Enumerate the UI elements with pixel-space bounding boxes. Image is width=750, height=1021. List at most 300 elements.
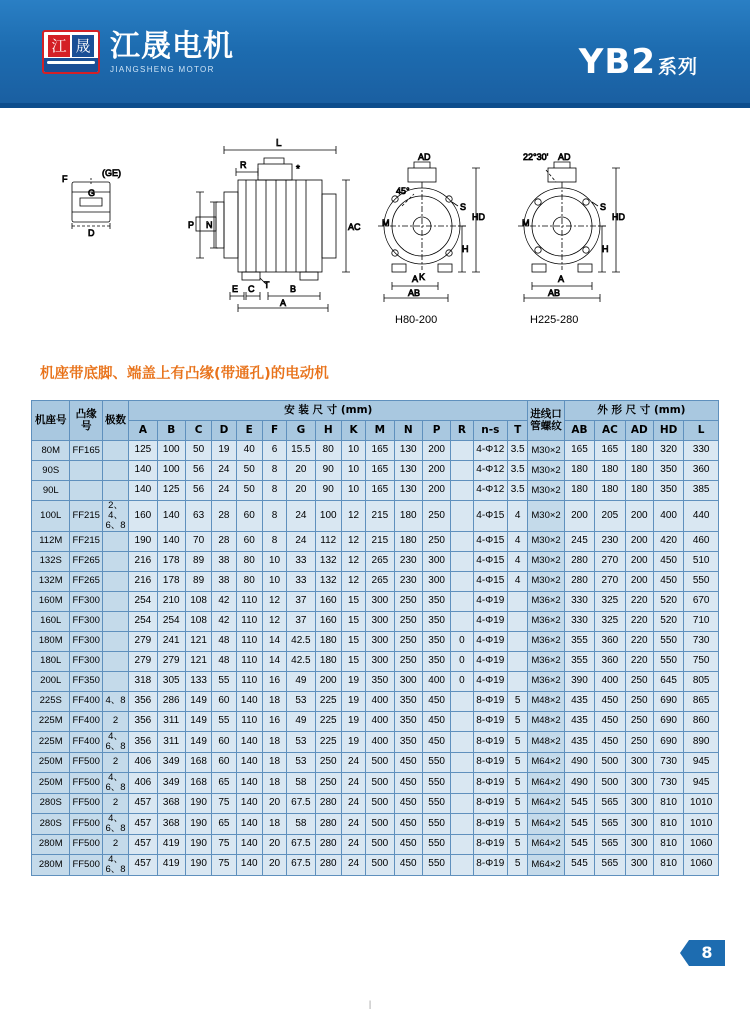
cell-B: 419 [157,834,185,854]
cell-K: 19 [341,711,365,731]
table-row [32,571,719,591]
cell-AD: 220 [625,611,653,631]
spec-table-wrapper [31,400,719,876]
cell-A: 318 [129,671,157,691]
cell-E: 80 [236,551,262,571]
cell-M: 500 [366,854,394,875]
cell-F: 10 [262,551,286,571]
cell-E: 140 [236,731,262,752]
cell-G: 67.5 [287,793,315,813]
cell-G: 49 [287,711,315,731]
svg-text:AD: AD [418,152,431,162]
cell-thread: M36×2 [528,651,564,671]
cell-T: 3.5 [508,461,528,481]
cell-D: 65 [212,813,236,834]
cell-AC: 180 [595,461,625,481]
cell-F: 12 [262,611,286,631]
cell-AD: 300 [625,772,653,793]
cell-E: 110 [236,631,262,651]
cell-flange [70,461,102,481]
cell-G: 20 [287,461,315,481]
cell-flange: FF500 [70,854,102,875]
cell-G: 37 [287,611,315,631]
cell-G: 42.5 [287,631,315,651]
logo-char-red: 江 [48,35,70,57]
cell-K: 12 [341,531,365,551]
cell-G: 33 [287,571,315,591]
cell-AC: 270 [595,571,625,591]
cell-P: 350 [422,631,450,651]
cell-flange: FF500 [70,793,102,813]
cell-D: 24 [212,461,236,481]
cell-K: 24 [341,854,365,875]
cell-poles [102,631,128,651]
cell-N: 230 [394,571,422,591]
cell-T: 5 [508,691,528,711]
cell-M: 300 [366,651,394,671]
cell-P: 200 [422,441,450,461]
cell-poles [102,651,128,671]
cell-T: 5 [508,772,528,793]
cell-T: 4 [508,501,528,532]
cell-AC: 270 [595,551,625,571]
svg-text:A: A [412,274,419,284]
cell-F: 8 [262,531,286,551]
cell-thread: M48×2 [528,691,564,711]
cell-frame: 250M [32,772,70,793]
cell-B: 305 [157,671,185,691]
cell-AD: 300 [625,834,653,854]
cell-H: 280 [315,834,341,854]
svg-text:D: D [88,228,95,238]
svg-text:M: M [382,218,390,228]
table-row [32,671,719,691]
cell-C: 190 [185,813,211,834]
cell-frame: 90S [32,461,70,481]
cell-K: 10 [341,441,365,461]
cell-AB: 390 [564,671,594,691]
cell-L: 890 [684,731,719,752]
cell-flange: FF300 [70,631,102,651]
cell-frame: 280M [32,854,70,875]
cell-P: 450 [422,691,450,711]
logo-char-blue: 晟 [72,35,94,57]
cell-HD: 420 [653,531,683,551]
cell-R: 0 [451,631,473,651]
cell-L: 730 [684,631,719,651]
cell-K: 12 [341,501,365,532]
cell-ns: 8-Φ19 [473,813,507,834]
col-AD: AD [625,421,653,441]
cell-T [508,591,528,611]
svg-text:R: R [240,160,247,170]
cell-AC: 400 [595,671,625,691]
cell-poles: 2 [102,752,128,772]
cell-L: 550 [684,571,719,591]
cell-AB: 180 [564,461,594,481]
cell-E: 110 [236,611,262,631]
cell-H: 160 [315,611,341,631]
cell-F: 16 [262,671,286,691]
cell-B: 140 [157,531,185,551]
svg-text:22°30': 22°30' [523,152,549,162]
table-row [32,611,719,631]
cell-B: 279 [157,651,185,671]
cell-poles [102,531,128,551]
cell-K: 12 [341,551,365,571]
cell-HD: 550 [653,651,683,671]
cell-E: 140 [236,834,262,854]
cell-H: 100 [315,501,341,532]
cell-poles [102,611,128,631]
cell-flange: FF265 [70,571,102,591]
logo-mark-icon [42,30,100,74]
cell-HD: 690 [653,691,683,711]
cell-T: 4 [508,571,528,591]
cell-G: 37 [287,591,315,611]
cell-frame: 132S [32,551,70,571]
cell-poles [102,551,128,571]
cell-H: 280 [315,854,341,875]
cell-R [451,793,473,813]
cell-H: 112 [315,531,341,551]
cell-A: 125 [129,441,157,461]
cell-M: 500 [366,772,394,793]
cell-HD: 690 [653,731,683,752]
cell-T [508,651,528,671]
cell-K: 24 [341,834,365,854]
col-A: A [129,421,157,441]
cell-T: 4 [508,551,528,571]
cell-HD: 730 [653,752,683,772]
cell-R [451,571,473,591]
cell-AB: 180 [564,481,594,501]
cell-AD: 180 [625,441,653,461]
cell-D: 48 [212,651,236,671]
cell-ns: 8-Φ19 [473,772,507,793]
cell-poles: 2 [102,834,128,854]
cell-poles: 2、4、6、8 [102,501,128,532]
col-P: P [422,421,450,441]
cell-H: 180 [315,631,341,651]
cell-HD: 350 [653,481,683,501]
cell-frame: 180L [32,651,70,671]
cell-ns: 8-Φ19 [473,752,507,772]
cell-flange: FF300 [70,651,102,671]
table-row [32,711,719,731]
cell-AD: 300 [625,793,653,813]
cell-AB: 355 [564,631,594,651]
table-row [32,651,719,671]
cell-P: 450 [422,711,450,731]
cell-C: 168 [185,772,211,793]
cell-frame: 280M [32,834,70,854]
cell-AC: 360 [595,631,625,651]
cell-A: 457 [129,834,157,854]
cell-B: 100 [157,441,185,461]
cell-C: 149 [185,691,211,711]
cell-thread: M36×2 [528,591,564,611]
cell-thread: M30×2 [528,551,564,571]
cell-AD: 220 [625,651,653,671]
cell-C: 190 [185,834,211,854]
svg-text:E: E [232,284,239,294]
cell-B: 368 [157,793,185,813]
svg-text:P: P [188,220,195,230]
cell-ns: 4-Φ15 [473,571,507,591]
cell-AC: 565 [595,854,625,875]
cell-frame: 225S [32,691,70,711]
cell-frame: 160M [32,591,70,611]
cell-H: 80 [315,441,341,461]
cell-poles [102,671,128,691]
cell-K: 19 [341,671,365,691]
cell-A: 216 [129,571,157,591]
cell-M: 165 [366,461,394,481]
cell-G: 20 [287,481,315,501]
col-N: N [394,421,422,441]
cell-N: 450 [394,854,422,875]
col-HD: HD [653,421,683,441]
cell-A: 457 [129,813,157,834]
cell-frame: 200L [32,671,70,691]
svg-text:C: C [248,284,255,294]
cell-P: 200 [422,461,450,481]
cell-H: 225 [315,711,341,731]
cell-R [451,813,473,834]
cell-K: 19 [341,731,365,752]
table-row [32,813,719,834]
cell-frame: 160L [32,611,70,631]
cell-L: 510 [684,551,719,571]
cell-P: 450 [422,731,450,752]
cell-AB: 545 [564,854,594,875]
col-B: B [157,421,185,441]
cell-C: 149 [185,711,211,731]
cell-K: 24 [341,752,365,772]
cell-D: 60 [212,752,236,772]
cell-flange: FF165 [70,441,102,461]
cell-N: 350 [394,711,422,731]
cell-L: 710 [684,611,719,631]
cell-A: 254 [129,611,157,631]
cell-AC: 205 [595,501,625,532]
cell-AC: 325 [595,611,625,631]
cell-HD: 450 [653,551,683,571]
cell-T [508,671,528,691]
cell-F: 8 [262,501,286,532]
cell-thread: M30×2 [528,531,564,551]
cell-E: 50 [236,481,262,501]
cell-HD: 520 [653,591,683,611]
cell-E: 140 [236,854,262,875]
svg-text:G: G [88,188,96,198]
cell-AB: 330 [564,591,594,611]
cell-B: 311 [157,731,185,752]
table-row [32,631,719,651]
cell-E: 140 [236,772,262,793]
cell-T: 3.5 [508,441,528,461]
cell-M: 215 [366,531,394,551]
cell-M: 500 [366,834,394,854]
cell-frame: 112M [32,531,70,551]
cell-R [451,591,473,611]
cell-L: 460 [684,531,719,551]
cell-A: 279 [129,631,157,651]
cell-M: 500 [366,752,394,772]
cell-E: 110 [236,591,262,611]
cell-AB: 490 [564,752,594,772]
cell-B: 140 [157,501,185,532]
cell-C: 50 [185,441,211,461]
cell-flange: FF400 [70,691,102,711]
cell-ns: 4-Φ15 [473,501,507,532]
svg-text:A: A [280,298,287,308]
cell-N: 130 [394,481,422,501]
cell-AB: 490 [564,772,594,793]
page-header [0,0,750,108]
cell-T: 5 [508,793,528,813]
svg-text:S: S [460,202,467,212]
table-header-row-1 [32,401,719,421]
cell-G: 53 [287,691,315,711]
cell-thread: M64×2 [528,772,564,793]
cell-N: 250 [394,651,422,671]
cell-L: 440 [684,501,719,532]
cell-A: 254 [129,591,157,611]
cell-M: 300 [366,611,394,631]
cell-G: 15.5 [287,441,315,461]
cell-F: 14 [262,631,286,651]
cell-R [451,711,473,731]
cell-C: 89 [185,551,211,571]
table-row [32,691,719,711]
cell-P: 350 [422,611,450,631]
svg-text:AB: AB [548,288,561,298]
cell-poles: 4、6、8 [102,813,128,834]
cell-E: 50 [236,461,262,481]
cell-thread: M36×2 [528,671,564,691]
cell-ns: 4-Φ19 [473,631,507,651]
svg-text:B: B [290,284,297,294]
group-mounting: 安 装 尺 寸 (mm) [129,401,528,421]
cell-ns: 8-Φ19 [473,711,507,731]
cell-R [451,854,473,875]
cell-K: 24 [341,772,365,793]
cell-N: 180 [394,501,422,532]
cell-A: 457 [129,854,157,875]
cell-H: 90 [315,461,341,481]
cell-frame: 250M [32,752,70,772]
cell-R [451,772,473,793]
cell-D: 75 [212,834,236,854]
technical-drawing [10,120,740,335]
cell-P: 550 [422,772,450,793]
cell-G: 67.5 [287,854,315,875]
cell-A: 140 [129,461,157,481]
cell-T: 5 [508,834,528,854]
cell-ns: 8-Φ19 [473,793,507,813]
cell-G: 53 [287,752,315,772]
cell-D: 38 [212,551,236,571]
cell-K: 15 [341,651,365,671]
col-M: M [366,421,394,441]
cell-D: 42 [212,611,236,631]
cell-D: 55 [212,711,236,731]
cell-D: 75 [212,854,236,875]
cell-AB: 280 [564,571,594,591]
svg-text:45°: 45° [396,186,410,196]
cell-AD: 250 [625,711,653,731]
col-R: R [451,421,473,441]
cell-T: 5 [508,711,528,731]
cell-F: 8 [262,481,286,501]
cell-AB: 245 [564,531,594,551]
cell-frame: 90L [32,481,70,501]
cell-R [451,501,473,532]
cell-thread: M36×2 [528,611,564,631]
cell-poles: 4、6、8 [102,731,128,752]
cell-L: 750 [684,651,719,671]
cell-N: 250 [394,611,422,631]
cell-thread: M30×2 [528,501,564,532]
svg-text:AD: AD [558,152,571,162]
cell-A: 356 [129,691,157,711]
logo-title-en: JIANGSHENG MOTOR [110,64,215,74]
cell-N: 250 [394,631,422,651]
cell-G: 33 [287,551,315,571]
cell-G: 58 [287,772,315,793]
cell-M: 300 [366,591,394,611]
cell-C: 190 [185,793,211,813]
cell-L: 945 [684,772,719,793]
cell-AD: 180 [625,461,653,481]
cell-D: 24 [212,481,236,501]
cell-AC: 500 [595,752,625,772]
cell-K: 24 [341,793,365,813]
svg-text:H: H [602,244,609,254]
svg-text:*: * [296,164,300,175]
cell-L: 1060 [684,854,719,875]
cell-AB: 165 [564,441,594,461]
cell-G: 49 [287,671,315,691]
cell-frame: 132M [32,571,70,591]
cell-M: 215 [366,501,394,532]
table-row [32,481,719,501]
table-row [32,551,719,571]
table-row [32,772,719,793]
cell-C: 121 [185,651,211,671]
cell-flange: FF300 [70,591,102,611]
cell-HD: 810 [653,793,683,813]
col-L: L [684,421,719,441]
cell-N: 450 [394,813,422,834]
cell-AB: 545 [564,793,594,813]
cell-A: 279 [129,651,157,671]
cell-A: 406 [129,772,157,793]
cell-E: 140 [236,752,262,772]
cell-F: 18 [262,691,286,711]
cell-L: 1010 [684,793,719,813]
cell-A: 457 [129,793,157,813]
col-D: D [212,421,236,441]
cell-D: 60 [212,731,236,752]
cell-F: 12 [262,591,286,611]
cell-M: 265 [366,571,394,591]
svg-text:HD: HD [472,212,485,222]
cell-E: 110 [236,671,262,691]
cell-AD: 200 [625,551,653,571]
